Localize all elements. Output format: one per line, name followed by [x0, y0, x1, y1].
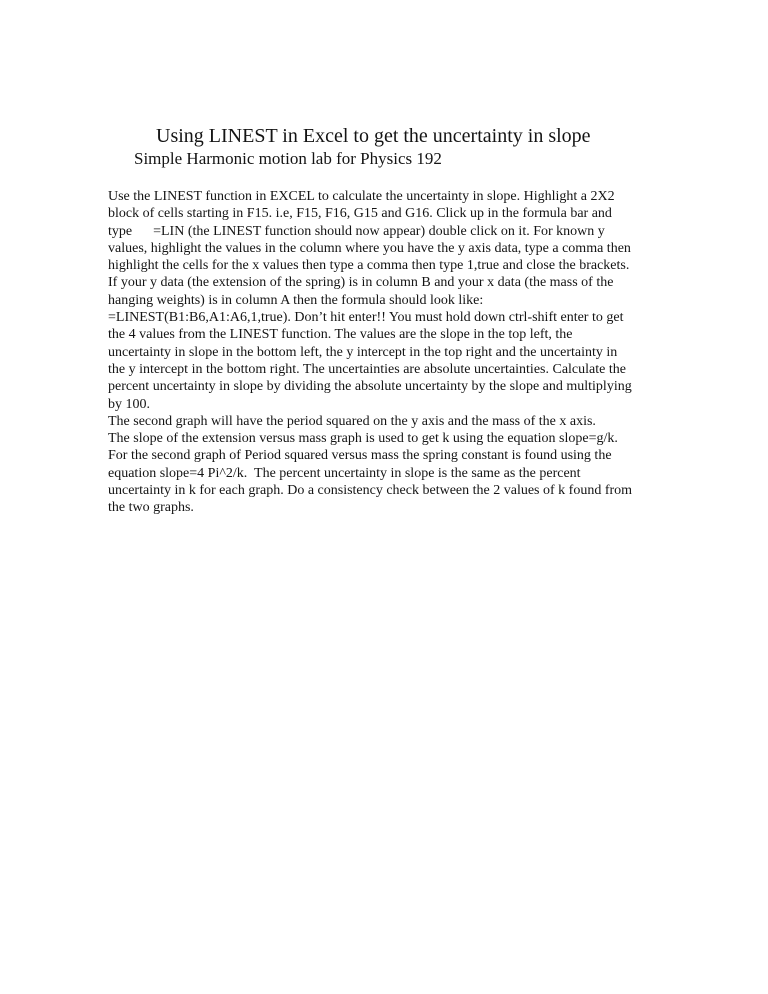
body-line: uncertainty in k for each graph. Do a consistency check between the 2 values of k found from: [108, 483, 633, 499]
body-line: hanging weights) is in column A then the formula should look like:: [108, 292, 484, 308]
body-line: =LINEST(B1:B6,A1:A6,1,true). Don’t hit enter!! You must hold down ctrl-shift enter to get: [108, 310, 624, 326]
body-line: For the second graph of Period squared versus mass the spring constant is found using the: [108, 448, 612, 464]
body-line: equation slope=4 Pi^2/k. The percent uncertainty in slope is the same as the percent: [108, 465, 581, 481]
document-title: Using LINEST in Excel to get the uncertainty in slope: [156, 125, 591, 147]
body-line: by 100.: [108, 396, 150, 412]
body-line: The second graph will have the period squared on the y axis and the mass of the x axis.: [108, 413, 596, 429]
body-line: Use the LINEST function in EXCEL to calculate the uncertainty in slope. Highlight a 2X2: [108, 189, 615, 204]
body-line: percent uncertainty in slope by dividing the absolute uncertainty by the slope and multiplying: [108, 379, 632, 395]
body-line: the y intercept in the bottom right. The uncertainties are absolute uncertainties. Calculate the: [108, 361, 626, 377]
body-line: uncertainty in slope in the bottom left, the y intercept in the top right and the uncertainty in: [108, 344, 618, 360]
body-line: the two graphs.: [108, 500, 194, 516]
document-body: [108, 188, 728, 517]
body-line: values, highlight the values in the column where you have the y axis data, type a comma then: [108, 240, 631, 256]
body-line: If your y data (the extension of the spring) is in column B and your x data (the mass of the: [108, 275, 614, 291]
body-line: highlight the cells for the x values then type a comma then type 1,true and close the brackets.: [108, 258, 630, 274]
body-line: block of cells starting in F15. i.e, F15, F16, G15 and G16. Click up in the formula bar and: [108, 206, 612, 222]
body-line: The slope of the extension versus mass graph is used to get k using the equation slope=g/k.: [108, 431, 618, 447]
body-line: type =LIN (the LINEST function should now appear) double click on it. For known y: [108, 223, 605, 239]
document-subtitle: Simple Harmonic motion lab for Physics 192: [134, 149, 442, 168]
body-line: the 4 values from the LINEST function. The values are the slope in the top left, the: [108, 327, 573, 343]
